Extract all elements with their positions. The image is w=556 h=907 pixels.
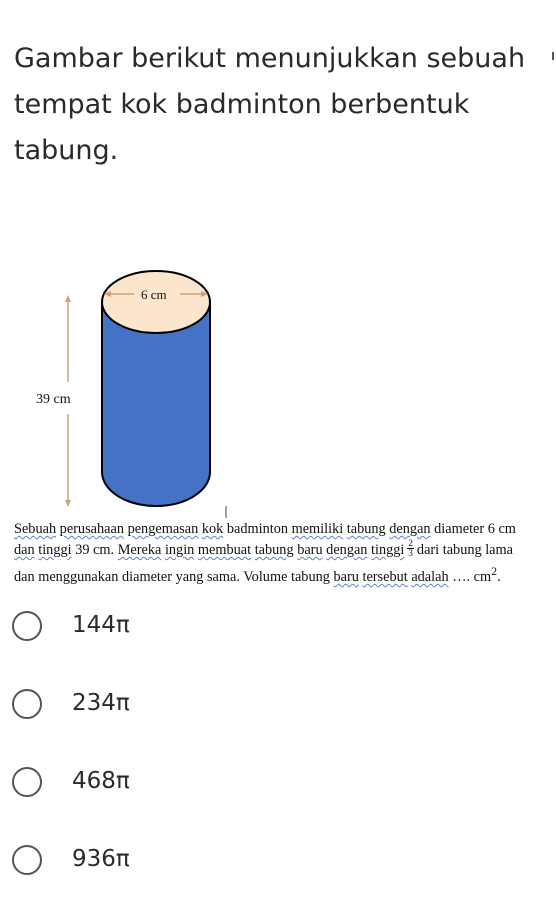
fraction-two-thirds (407, 539, 414, 558)
question-line-1: Gambar berikut menunjukkan sebuah (14, 43, 526, 74)
word: 39 cm. (75, 542, 115, 558)
height-label: 39 cm (36, 392, 71, 407)
option-c[interactable] (0, 746, 556, 824)
radio-circle-icon[interactable] (12, 689, 42, 719)
option-label: 144π (72, 612, 130, 638)
word: ingin (164, 542, 195, 558)
edge-mark (552, 52, 554, 60)
word: badminton (226, 521, 288, 537)
option-label: 936π (72, 846, 130, 872)
word: baru (297, 542, 323, 558)
word: dan menggunakan diameter yang sama. Volume tabung (14, 568, 330, 585)
word: tersebut (362, 568, 408, 585)
problem-statement (14, 519, 556, 585)
word: tinggi (371, 542, 405, 558)
fraction-numerator: 2 (408, 538, 413, 549)
radio-circle-icon[interactable] (12, 611, 42, 641)
word: pengemasan (127, 521, 199, 537)
radio-circle-icon[interactable] (12, 845, 42, 875)
diameter-label: 6 cm (141, 287, 167, 302)
option-d[interactable] (0, 824, 556, 902)
word: diameter 6 cm (434, 521, 516, 537)
radio-circle-icon[interactable] (12, 767, 42, 797)
word: dan (14, 542, 35, 558)
problem-line-3 (14, 561, 556, 585)
word: dari tabung lama (416, 542, 513, 558)
superscript: 2 (491, 564, 498, 578)
word: perusahaan (59, 521, 124, 537)
word: tabung (254, 542, 294, 558)
question-text (14, 36, 544, 174)
cylinder-top (102, 271, 210, 333)
answer-options (0, 590, 556, 902)
option-a[interactable] (0, 590, 556, 668)
word: Sebuah (14, 521, 57, 537)
word: dengan (389, 521, 431, 537)
word: baru (333, 568, 359, 585)
word: kok (201, 521, 224, 537)
fraction-denominator: 3 (408, 548, 413, 559)
problem-line-2 (14, 540, 556, 561)
option-label: 234π (72, 690, 130, 716)
word: …. cm (452, 568, 492, 585)
cylinder-figure (0, 262, 556, 524)
word: membuat (197, 542, 252, 558)
option-b[interactable] (0, 668, 556, 746)
word: tabung (346, 521, 386, 537)
word: tinggi (38, 542, 72, 558)
option-label: 468π (72, 768, 130, 794)
question-line-2: tempat kok badminton berbentuk (14, 89, 470, 120)
problem-line-1 (14, 519, 556, 540)
word: memiliki (291, 521, 344, 537)
height-arrow-head-bottom (65, 500, 71, 507)
question-line-3: tabung. (14, 135, 119, 166)
word: Mereka (117, 542, 162, 558)
word: adalah (411, 568, 449, 585)
word: . (497, 568, 501, 585)
height-arrow-head-top (65, 295, 71, 302)
word: dengan (326, 542, 368, 558)
